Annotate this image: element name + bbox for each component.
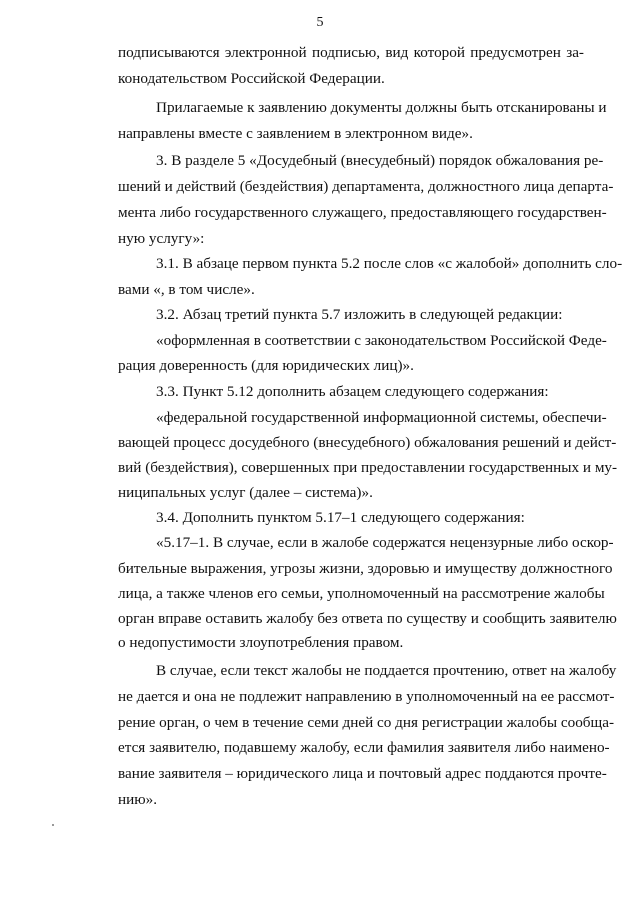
text-line: ниципальных услуг (далее – система)». xyxy=(118,484,373,501)
text-line: о недопустимости злоупотребления правом. xyxy=(118,634,404,651)
text-line: вий (бездействия), совершенных при предоставлении государственных и му- xyxy=(118,459,618,476)
text-line: мента либо государственного служащего, предоставляющего государствен- xyxy=(118,204,607,221)
text-line: 3.2. Абзац третий пункта 5.7 изложить в следующей редакции: xyxy=(156,306,563,323)
text-line: ную услугу»: xyxy=(118,230,205,247)
text-line: «федеральной государственной информационной системы, обеспечи- xyxy=(156,409,607,426)
scan-speck xyxy=(52,824,54,826)
text-line: «5.17–1. В случае, если в жалобе содержатся нецензурные либо оскор- xyxy=(156,534,614,551)
page-number: 5 xyxy=(316,15,324,30)
text-line: орган вправе оставить жалобу без ответа по существу и сообщить заявителю xyxy=(118,610,617,627)
text-line: «оформленная в соответствии с законодательством Российской Феде- xyxy=(156,332,607,349)
text-line: шений и действий (бездействия) департамента, должностного лица департа- xyxy=(118,178,614,195)
text-line: вами «, в том числе». xyxy=(118,281,255,298)
text-line: конодательством Российской Федерации. xyxy=(118,70,385,87)
text-line: не дается и она не подлежит направлению в уполномоченный на ее рассмот- xyxy=(118,688,615,705)
text-line: В случае, если текст жалобы не поддается прочтению, ответ на жалобу xyxy=(156,662,617,679)
text-line: лица, а также членов его семьи, уполномоченный на рассмотрение жалобы xyxy=(118,585,605,602)
text-line: вание заявителя – юридического лица и почтовый адрес поддаются прочте- xyxy=(118,765,607,782)
text-line: вающей процесс досудебного (внесудебного) обжалования решений и дейст- xyxy=(118,434,617,451)
text-line: ется заявителю, подавшему жалобу, если фамилия заявителя либо наимено- xyxy=(118,739,610,756)
text-line: рение орган, о чем в течение семи дней со дня регистрации жалобы сообща- xyxy=(118,714,615,731)
text-line: рация доверенность (для юридических лиц)». xyxy=(118,357,414,374)
text-line: бительные выражения, угрозы жизни, здоровью и имуществу должностного xyxy=(118,560,613,577)
text-line: нию». xyxy=(118,791,157,808)
text-line: 3.4. Дополнить пунктом 5.17–1 следующего содержания: xyxy=(156,509,525,526)
text-line: 3.3. Пункт 5.12 дополнить абзацем следующего содержания: xyxy=(156,383,549,400)
text-line: 3.1. В абзаце первом пункта 5.2 после слов «с жалобой» дополнить сло- xyxy=(156,255,623,272)
text-line: направлены вместе с заявлением в электронном виде». xyxy=(118,125,473,142)
text-line: подписываются электронной подписью, вид которой предусмотрен за- xyxy=(118,44,584,61)
text-line: Прилагаемые к заявлению документы должны быть отсканированы и xyxy=(156,99,607,116)
text-line: 3. В разделе 5 «Досудебный (внесудебный) порядок обжалования ре- xyxy=(156,152,604,169)
